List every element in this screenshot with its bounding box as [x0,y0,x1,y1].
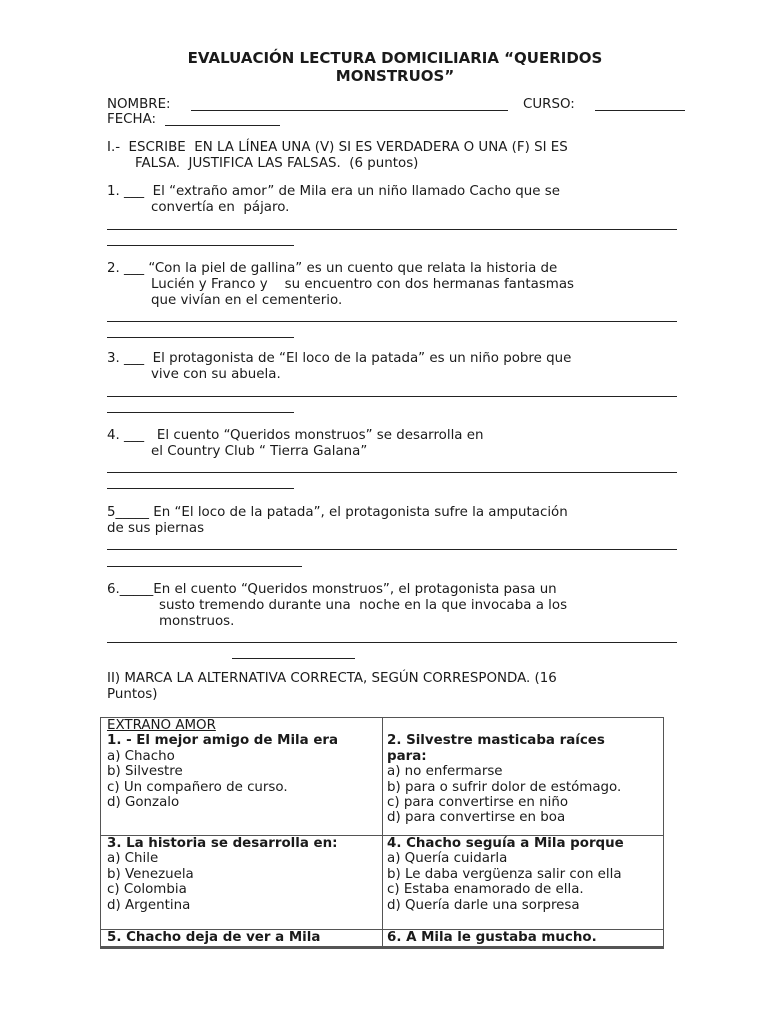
answer-line[interactable] [107,321,677,322]
question-cell-2 [383,718,664,836]
question-text: 2. ___ “Con la piel de gallina” es un cuento que relata la historia de [107,261,558,276]
name-field[interactable] [191,110,508,111]
answer-line[interactable] [107,229,677,230]
multiple-choice-table [100,717,664,949]
answer-line[interactable] [232,658,355,659]
date-label: FECHA: [107,112,157,127]
instruction-line-1: II) MARCA LA ALTERNATIVA CORRECTA, SEGÚN CORRESPONDA. (16 [107,671,557,686]
question-cell-3 [101,836,383,930]
question-cell-6 [383,930,664,948]
answer-line[interactable] [107,549,677,550]
section-2-instruction [107,671,687,703]
name-label: NOMBRE: [107,97,171,112]
question-text: 5. Chacho deja de ver a Mila [107,930,321,945]
option-a[interactable]: a) no enfermarse [387,764,503,780]
answer-line[interactable] [107,472,677,473]
date-field[interactable] [165,125,280,126]
question-text-cont: de sus piernas [107,521,205,536]
question-text: 6. A Mila le gustaba mucho. [387,930,597,945]
tf-question-1 [107,184,687,216]
question-text: 1. - El mejor amigo de Mila era [107,733,339,749]
table-row [101,930,664,948]
question-text-cont: que vivían en el cementerio. [151,293,343,308]
instruction-line-2: Puntos) [107,687,158,702]
course-label: CURSO: [523,97,575,112]
option-d[interactable]: d) para convertirse en boa [387,810,566,826]
option-b[interactable]: b) Silvestre [107,764,183,780]
option-c[interactable]: c) Estaba enamorado de ella. [387,882,584,898]
answer-line[interactable] [107,337,294,338]
question-text: 6._____En el cuento “Queridos monstruos”, el protagonista pasa un [107,582,557,597]
instruction-line-2: FALSA. JUSTIFICA LAS FALSAS. (6 puntos) [135,156,419,171]
title-line-2: MONSTRUOS” [335,67,455,85]
tf-question-3 [107,351,687,383]
question-text: 3. La historia se desarrolla en: [107,836,338,851]
answer-line[interactable] [107,412,294,413]
question-text-cont: para: [387,748,427,764]
question-text: 1. ___ El “extraño amor” de Mila era un niño llamado Cacho que se [107,184,560,199]
answer-line[interactable] [107,642,677,643]
question-cell-5 [101,930,383,948]
tf-question-5 [107,505,687,537]
section-1-instruction [107,140,687,172]
question-text-cont: convertía en pájaro. [151,200,290,215]
question-text: 5_____ En “El loco de la patada”, el protagonista sufre la amputación [107,505,568,520]
question-text-cont: vive con su abuela. [151,367,281,382]
option-b[interactable]: b) Le daba vergüenza salir con ella [387,866,622,882]
option-c[interactable]: c) Colombia [107,882,187,898]
question-text-cont: monstruos. [159,614,235,629]
question-text: 2. Silvestre masticaba raíces [387,733,605,749]
instruction-line-1: I.- ESCRIBE EN LA LÍNEA UNA (V) SI ES VERDADERA O UNA (F) SI ES [107,140,568,155]
option-d[interactable]: d) Argentina [107,897,191,913]
tf-question-2 [107,261,687,309]
table-row [101,836,664,930]
option-a[interactable]: a) Quería cuidarla [387,851,508,867]
answer-line[interactable] [107,245,294,246]
story-heading: EXTRAÑO AMOR [107,718,216,733]
option-d[interactable]: d) Quería darle una sorpresa [387,897,580,913]
tf-question-6 [107,582,687,630]
answer-line[interactable] [107,566,302,567]
question-text: 4. ___ El cuento “Queridos monstruos” se desarrolla en [107,428,484,443]
answer-line[interactable] [107,488,294,489]
title-line-1: EVALUACIÓN LECTURA DOMICILIARIA “QUERIDOS [187,49,603,67]
answer-line[interactable] [107,396,677,397]
option-c[interactable]: c) para convertirse en niño [387,795,569,811]
question-text-cont: el Country Club “ Tierra Galana” [151,444,368,459]
question-text: 4. Chacho seguía a Mila porque [387,836,624,851]
option-a[interactable]: a) Chacho [107,748,175,764]
table-row [101,718,664,836]
question-cell-4 [383,836,664,930]
option-d[interactable]: d) Gonzalo [107,795,180,811]
option-b[interactable]: b) Venezuela [107,866,194,882]
question-text: 3. ___ El protagonista de “El loco de la patada” es un niño pobre que [107,351,572,366]
question-cell-1 [101,718,383,836]
question-text-cont: susto tremendo durante una noche en la que invocaba a los [159,598,568,613]
option-b[interactable]: b) para o sufrir dolor de estómago. [387,779,622,795]
tf-question-4 [107,428,687,460]
course-field[interactable] [595,110,685,111]
option-c[interactable]: c) Un compañero de curso. [107,779,288,795]
worksheet-title [100,49,690,85]
option-a[interactable]: a) Chile [107,851,159,867]
question-text-cont: Lucién y Franco y su encuentro con dos hermanas fantasmas [151,277,575,292]
